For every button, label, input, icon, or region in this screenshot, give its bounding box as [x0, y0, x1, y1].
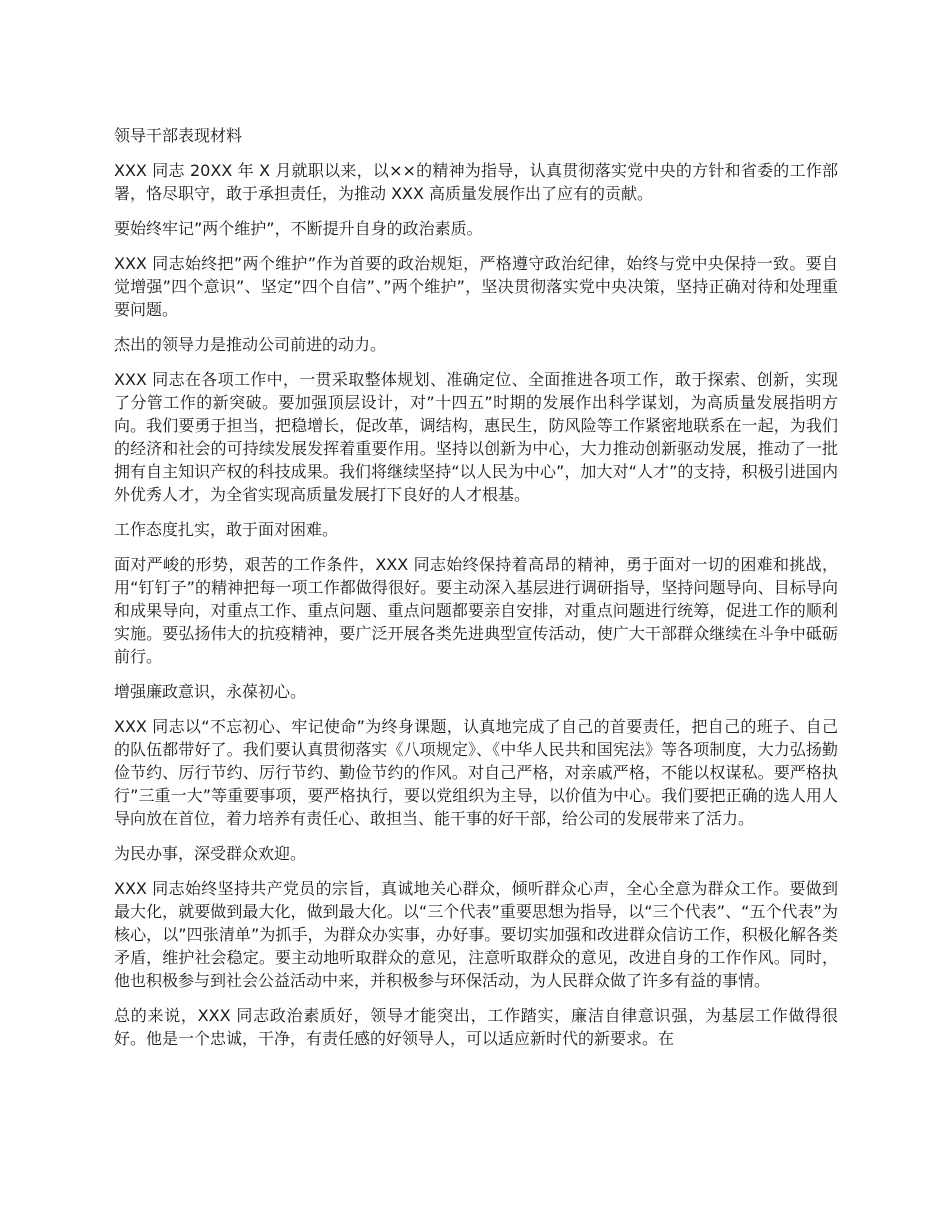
- section-heading-political: 要始终牢记”两个维护”，不断提升自身的政治素质。: [114, 219, 483, 238]
- paragraph-summary: 总的来说，XXX 同志政治素质好，领导才能突出，工作踏实，廉洁自律意识强，为基层工作做得很好。他是一个忠诚，干净，有责任感的好领导人，可以适应新时代的新要求。在: [114, 1006, 838, 1048]
- paragraph-integrity: XXX 同志以“不忘初心、牢记使命”为终身课题，认真地完成了自己的首要责任，把自己的班子、自己的队伍都带好了。我们要认真贯彻落实《八项规定》、《中华人民共和国宪法》等各项制度，大力弘扬勤俭节约、厉行节约、厉行节约、勤俭节约的作风。对自己严格，对亲戚严格，不能以权谋私。要严格执行”三重一大”等重要事项，要严格执行，要以党组织为主导，以价值为中心。我们要把正确的选人用人导向放在首位，着力培养有责任心、敢担当、能干事的好干部，给公司的发展带来了活力。: [114, 717, 838, 828]
- paragraph-attitude: 面对严峻的形势，艰苦的工作条件，XXX 同志始终保持着高昂的精神，勇于面对一切的困难和挑战，用“钉钉子”的精神把每一项工作都做得很好。要主动深入基层进行调研指导，坚持问题导向、目标导向和成果导向，对重点工作、重点问题、重点问题都要亲自安排，对重点问题进行统筹，促进工作的顺利实施。要弘扬伟大的抗疫精神，要广泛开展各类先进典型宣传活动，使广大干部群众继续在斗争中砥砺前行。: [114, 555, 838, 666]
- section-heading-service: 为民办事，深受群众欢迎。: [114, 844, 307, 863]
- paragraph-political: XXX 同志始终把”两个维护”作为首要的政治规矩，严格遵守政治纪律，始终与党中央保持一致。要自觉增强”四个意识”、坚定”四个自信”、”两个维护”，坚决贯彻落实党中央决策，坚持正确对待和处理重要问题。: [114, 254, 838, 319]
- document-body: [114, 124, 838, 1062]
- intro-paragraph: XXX 同志 20XX 年 X 月就职以来，以××的精神为指导，认真贯彻落实党中央的方针和省委的工作部署，恪尽职守，敢于承担责任，为推动 XXX 高质量发展作出了应有的贡献。: [114, 161, 838, 203]
- document-title: 领导干部表现材料: [114, 126, 243, 145]
- paragraph-leadership: XXX 同志在各项工作中，一贯采取整体规划、准确定位、全面推进各项工作，敢于探索、创新，实现了分管工作的新突破。要加强顶层设计，对”十四五”时期的发展作出科学谋划，为高质量发展指明方向。我们要勇于担当，把稳增长，促改革，调结构，惠民生，防风险等工作紧密地联系在一起，为我们的经济和社会的可持续发展发挥着重要作用。坚持以创新为中心，大力推动创新驱动发展，推动了一批拥有自主知识产权的科技成果。我们将继续坚持“以人民为中心”，加大对“人才”的支持，积极引进国内外优秀人才，为全省实现高质量发展打下良好的人才根基。: [114, 370, 838, 504]
- section-heading-integrity: 增强廉政意识，永葆初心。: [114, 682, 307, 701]
- section-heading-leadership: 杰出的领导力是推动公司前进的动力。: [114, 335, 387, 354]
- section-heading-attitude: 工作态度扎实，敢于面对困难。: [114, 520, 339, 539]
- paragraph-service: XXX 同志始终坚持共产党员的宗旨，真诚地关心群众，倾听群众心声，全心全意为群众工作。要做到最大化，就要做到最大化，做到最大化。以“三个代表”重要思想为指导，以“三个代表”、“五个代表”为核心，以”四张清单”为抓手，为群众办实事，办好事。要切实加强和改进群众信访工作，积极化解各类矛盾，维护社会稳定。要主动地听取群众的意见，注意听取群众的意见，改进自身的工作作风。同时，他也积极参与到社会公益活动中来，并积极参与环保活动，为人民群众做了许多有益的事情。: [114, 879, 838, 990]
